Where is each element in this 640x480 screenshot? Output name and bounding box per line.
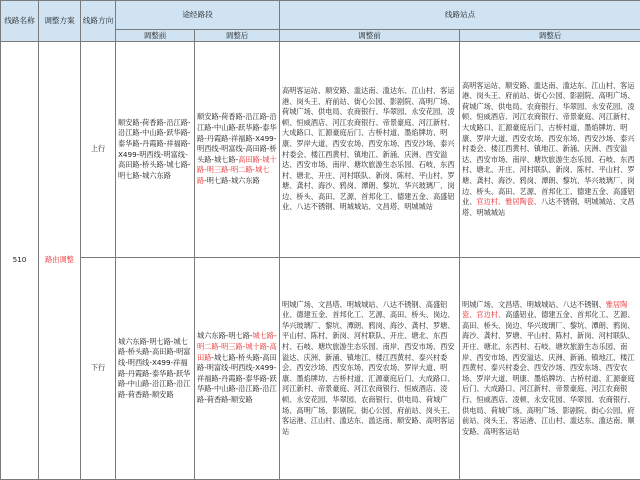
direction-cell-up: 上行 xyxy=(81,42,116,258)
stops-before-down: 明城广场、文昌塔、明城城站、八达不锈钢、高盛铝业、德建五金、首邦化工、艺源、高田、桥头、岗边、华兴玻璃厂、黎坑、潭朗、鸦岗、海沙、龚村、罗塘、平山村、陈村、新岗、河村联队、开庄、塘北、东西村、石岐、塘坎旅游生态乐园、南岸、西安市场、西安溢达、庆洲、新涌、镇地江、楼江西黄村、泰兴村委会、西安沙场、西安东场、西安农场、罗岸大道、明康、墨焰牌坊、古桥村道、汇源豪庭后门、大成路口、河江新村、帝景豪庭、河江农商银行、恒威酒店、凌顿、永安花园、华翠园、农商银行、供电局、荷城广场、高明广场、影剧院、街心公园、府前站、岗头王、客运港、江山村、滥达东、滥达南、顺安路、高明客运站 xyxy=(280,258,460,480)
header-stops: 线路站点 xyxy=(280,1,640,30)
direction-cell-down: 下行 xyxy=(81,258,116,480)
table-row-down xyxy=(1,258,640,480)
table-row-up xyxy=(1,42,640,258)
stops-after-down xyxy=(460,258,640,480)
header-stops-before: 调整前 xyxy=(280,30,460,42)
header-stops-after: 调整后 xyxy=(460,30,640,42)
segment-after-up xyxy=(195,42,280,258)
segment-after-down xyxy=(195,258,280,480)
text-segment: 高盛铝业、德建五金、首邦化工、艺源、高田、桥头、岗边、华兴玻璃厂、黎坑、潭朗、鸦岗、海沙、龚村、罗塘、平山村、陈村、新岗、河村联队、开庄、塘北、东西村、石岐、塘坎旅游生态乐园、南岸、西安市场、西安溢达、庆洲、新涌、镇地江、楼江西黄村、泰兴村委会、西安沙场、西安东场、西安农场、罗岸大道、明康、墨焰牌坊、古桥村道、汇源豪庭后门、大成路口、河江新村、帝景豪庭、河江农商银行、恒威酒店、凌顿、永安花园、华翠园、农商银行、供电局、荷城广场、高明广场、影剧院、街心公园、府前站、岗头王、客运港、江山村、滥达东、滥达南、顺安路、高明客运站 xyxy=(462,310,635,436)
highlighted-change: 城七路-明二路-明三路-城十路-高田路 xyxy=(197,331,277,361)
text-segment: 顺安路-荷香路-沿江路-沿江路-中山路-跃华路-泰华路-丹霞路-祥福路-X499-明西线-明富线-高田路-桥头路-城七路- xyxy=(197,112,277,163)
segment-before-down: 城六东路-明七路-城七路-桥头路-高田路-明富线-明西线-X499-祥福路-丹霞路-泰华路-跃华路-中山路-沿江路-沿江路-荷香路-顺安路 xyxy=(116,258,195,480)
adjust-type-cell: 路由调整 xyxy=(39,42,81,480)
highlighted-change: 雅居陶瓷、官边村、 xyxy=(462,300,627,320)
header-line-name: 线路名称 xyxy=(1,1,39,42)
text-segment: 八达不锈钢、明城城站、文昌塔、明城城站 xyxy=(462,197,635,217)
text-segment: -城七路-桥头路-高田路-明富线-明西线-X499-祥福路-丹霞路-泰华路-跃华路-中山路-沿江路-沿江路-荷香路-顺安路 xyxy=(197,353,277,404)
header-direction: 线路方向 xyxy=(81,1,116,42)
text-segment: 明城广场、文昌塔、明城城站、八达不锈钢、 xyxy=(462,300,606,309)
segment-before-up: 顺安路-荷香路-沿江路-沿江路-中山路-跃华路-泰华路-丹霞路-祥福路-X499-明西线-明富线-高田路-桥头路-城七路-明七路-城六东路 xyxy=(116,42,195,258)
highlighted-change: 官边村、雅居陶瓷、 xyxy=(476,197,541,206)
header-segment: 途经路段 xyxy=(116,1,280,30)
stops-before-up: 高明客运站、顺安路、滥达南、滥达东、江山村、客运港、岗头王、府前站、街心公园、影剧院、高明广场、荷城广场、供电局、农商银行、华翠园、永安花园、凌顿、恒威酒店、河江农商银行、帝景豪庭、河江新村、大成路口、汇源豪庭后门、古桥村道、墨焰牌坊、明康、罗岸大道、西安农场、西安东场、西安沙场、泰兴村委会、楼江西黄村、镇地江、新涌、庆洲、西安溢达、西安市场、南岸、塘坎旅游生态乐园、石岐、东西村、塘北、开庄、河村联队、新岗、陈村、平山村、罗塘、龚村、海沙、鸦岗、潭朗、黎坑、华兴玻璃厂、岗边、桥头、高田、艺源、首邦化工、德建五金、高盛铝业、八达不锈钢、明城城站、文昌塔、明城城站 xyxy=(280,42,460,258)
header-adjust-type: 调整方案 xyxy=(39,1,81,42)
highlighted-change: 高田路-城十路-明三路-明二路-城七路 xyxy=(197,155,277,185)
text-segment: -明七路-城六东路 xyxy=(204,176,260,185)
header-segment-after: 调整后 xyxy=(195,30,280,42)
stops-after-up xyxy=(460,42,640,258)
text-segment: 高明客运站、顺安路、滥达南、滥达东、江山村、客运港、岗头王、府前站、街心公园、影剧院、高明广场、荷城广场、供电局、农商银行、华翠园、永安花园、凌顿、恒威酒店、河江农商银行、帝景豪庭、河江新村、大成路口、汇源豪庭后门、古桥村道、墨焰牌坊、明康、罗岸大道、西安农场、西安东场、西安沙场、泰兴村委会、楼江西黄村、镇地江、新涌、庆洲、西安溢达、西安市场、南岸、塘坎旅游生态乐园、石岐、东西村、塘北、开庄、河村联队、新岗、陈村、平山村、罗塘、龚村、海沙、鸦岗、潭朗、黎坑、华兴玻璃厂、岗边、桥头、高田、艺源、首邦化工、德建五金、高盛铝业、 xyxy=(462,81,635,207)
text-segment: 城六东路-明七路- xyxy=(197,331,253,340)
line-name-cell: 510 xyxy=(1,42,39,480)
header-segment-before: 调整前 xyxy=(116,30,195,42)
